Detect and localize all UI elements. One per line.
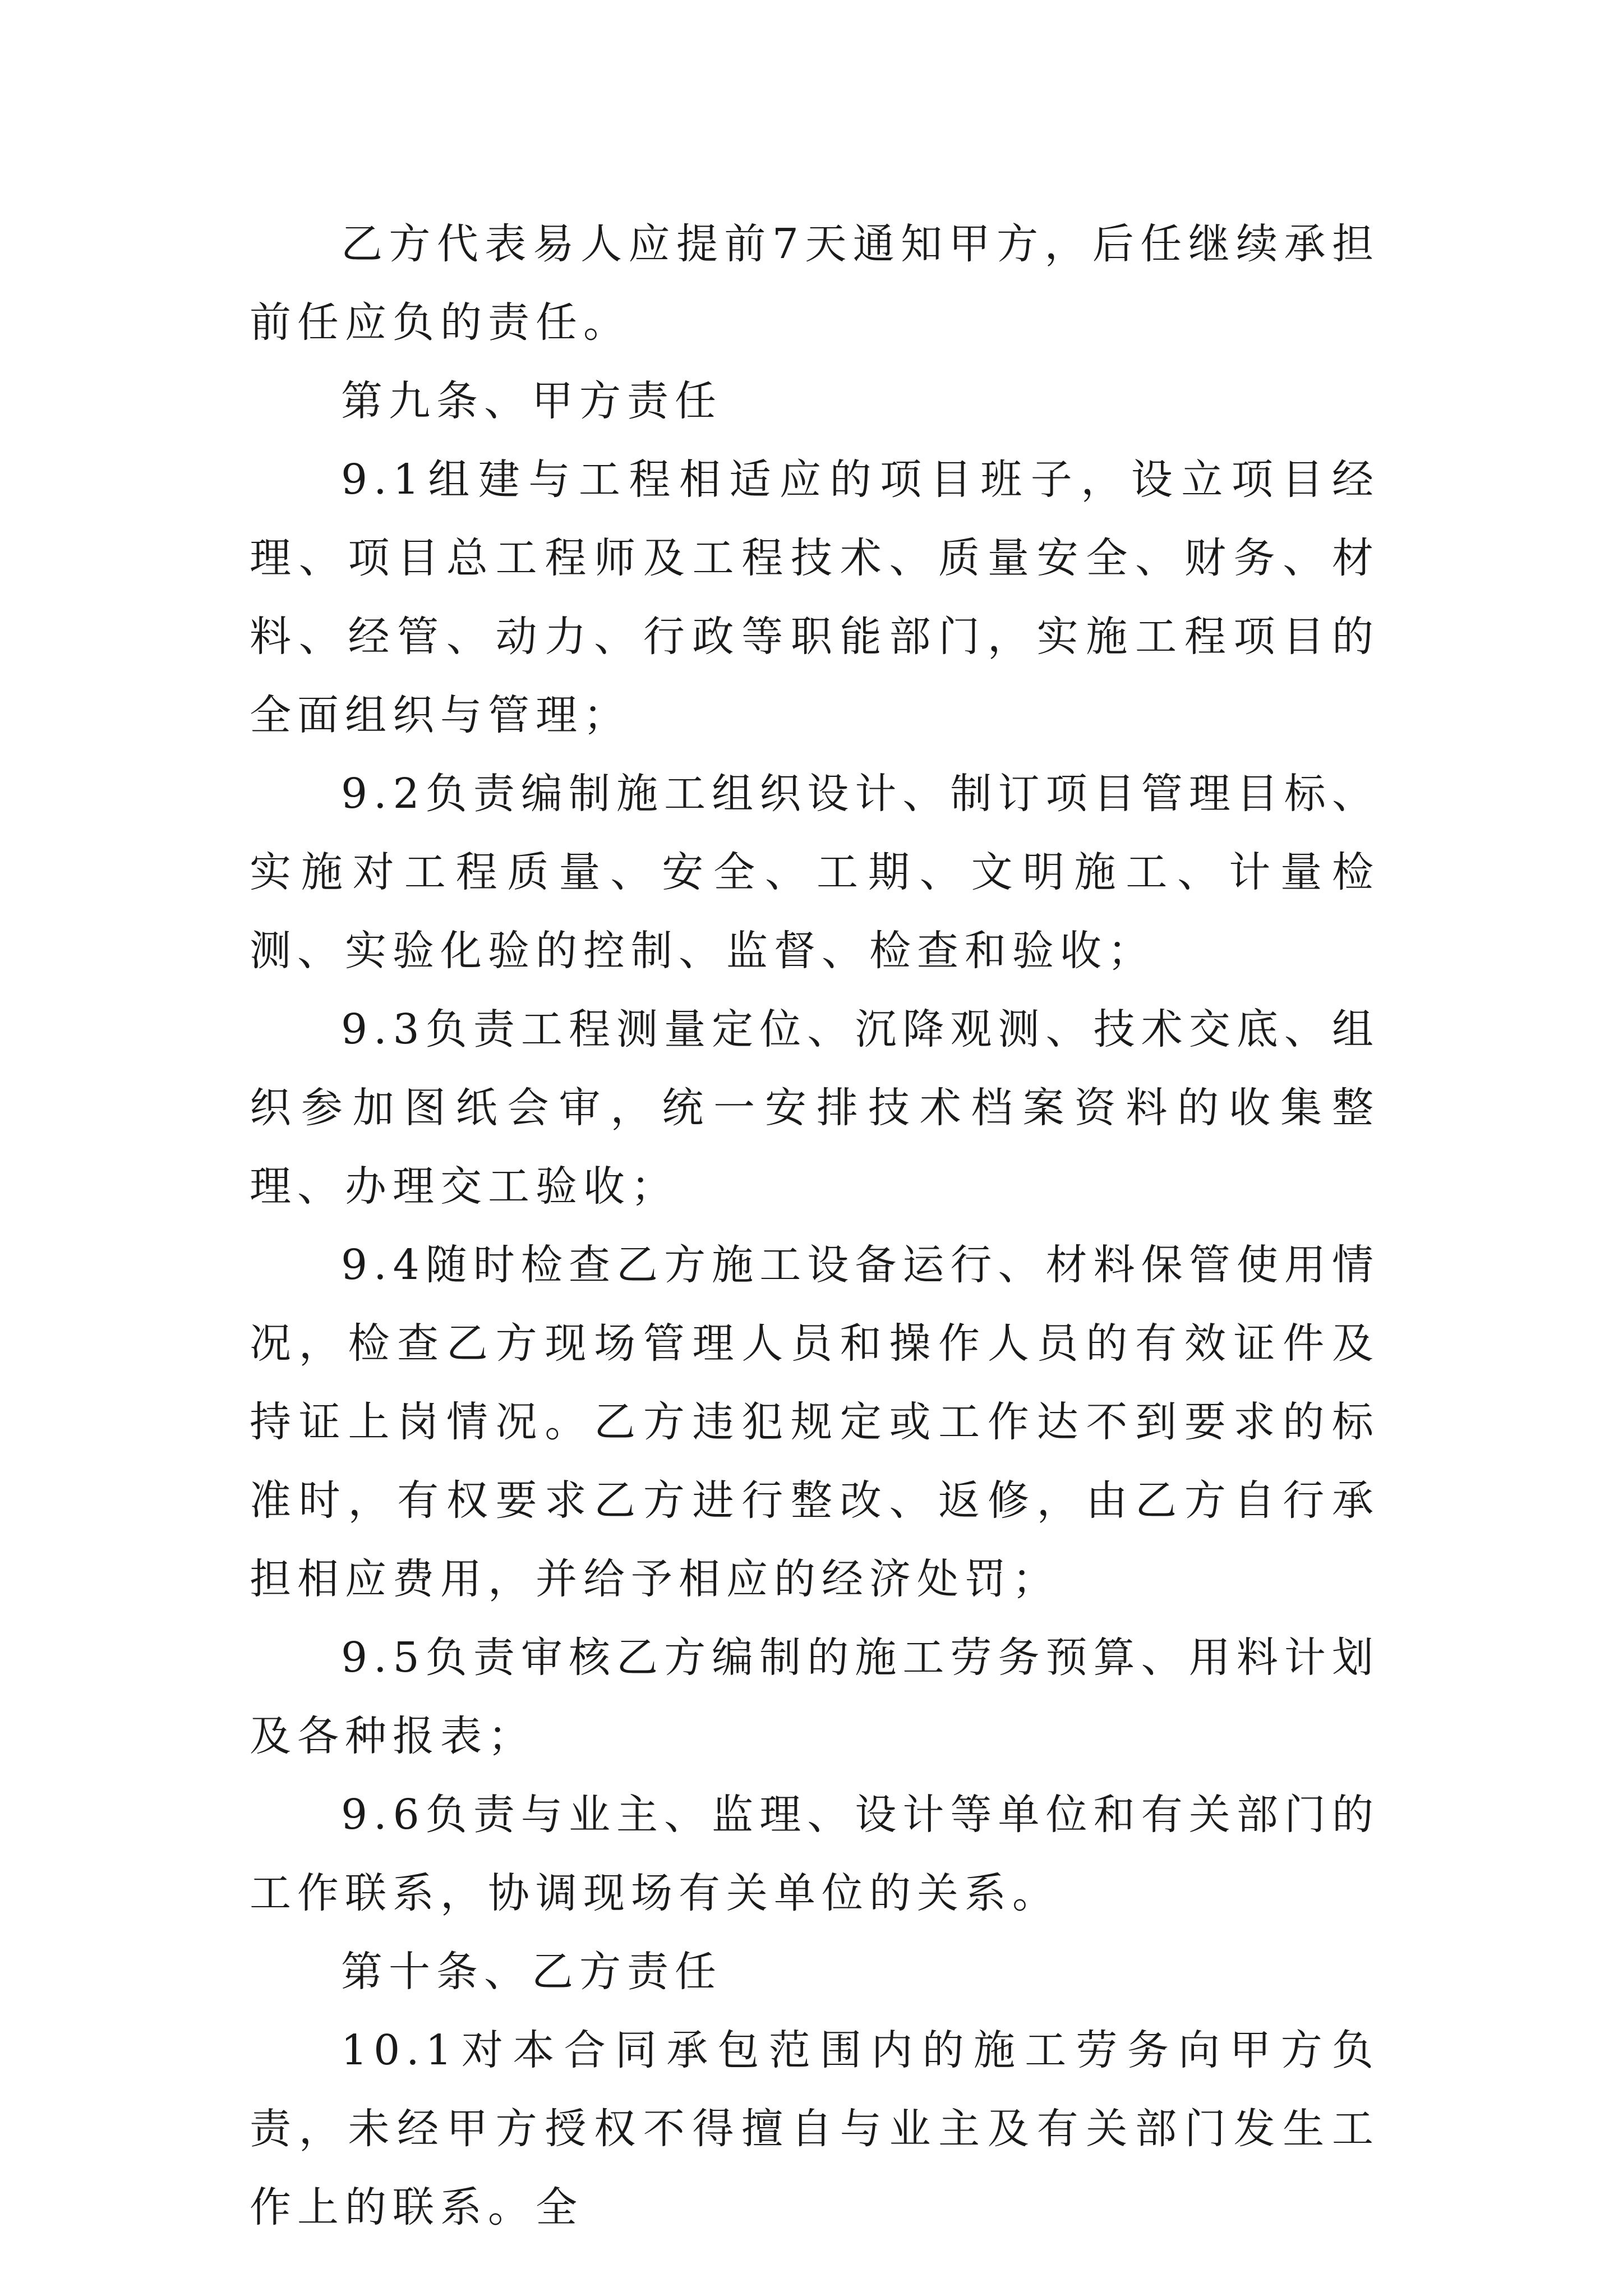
paragraph-handover-notice: 乙方代表易人应提前7天通知甲方，后任继续承担前任应负的责任。 (250, 220, 1380, 347)
clause-9-3: 9.3负责工程测量定位、沉降观测、技术交底、组织参加图纸会审，统一安排技术档案资料的收集整理、办理交工验收； (250, 1005, 1380, 1211)
heading-article-9: 第九条、甲方责任 (341, 377, 722, 425)
clause-9-2: 9.2负责编制施工组织设计、制订项目管理目标、实施对工程质量、安全、工期、文明施工、计量检测、实验化验的控制、监督、检查和验收； (250, 770, 1380, 975)
clause-9-6: 9.6负责与业主、监理、设计等单位和有关部门的工作联系，协调现场有关单位的关系。 (250, 1791, 1380, 1917)
clause-9-4: 9.4随时检查乙方施工设备运行、材料保管使用情况，检查乙方现场管理人员和操作人员的有效证件及持证上岗情况。乙方违犯规定或工作达不到要求的标准时，有权要求乙方进行整改、返修，由乙方自行承担相应费用，并给予相应的经济处罚； (250, 1241, 1380, 1603)
clause-10-1: 10.1对本合同承包范围内的施工劳务向甲方负责，未经甲方授权不得擅自与业主及有关部门发生工作上的联系。全 (250, 2026, 1380, 2231)
clause-9-1: 9.1组建与工程相适应的项目班子，设立项目经理、项目总工程师及工程技术、质量安全、财务、材料、经管、动力、行政等职能部门，实施工程项目的全面组织与管理； (250, 455, 1380, 739)
heading-article-10: 第十条、乙方责任 (341, 1948, 722, 1996)
clause-9-5: 9.5负责审核乙方编制的施工劳务预算、用料计划及各种报表； (250, 1634, 1380, 1760)
document-body (250, 205, 1380, 2247)
